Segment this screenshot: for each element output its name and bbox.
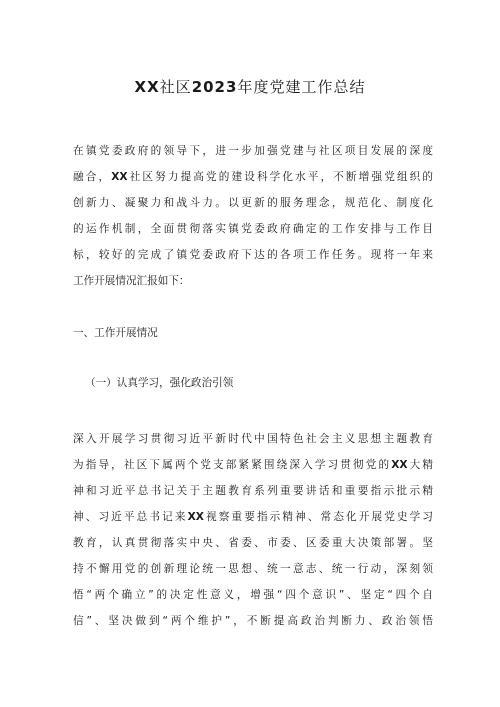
intro-line: 创新力、凝聚力和战斗力。以更新的服务理念，规范化、制度化: [73, 197, 433, 209]
intro-line: 融合，XX社区努力提高党的建设科学化水平，不断增强党组织的: [73, 171, 434, 183]
body-line: 教育，认真贯彻落实中央、省委、市委、区委重大决策部署。坚: [73, 537, 433, 549]
intro-line: 在镇党委政府的领导下，进一步加强党建与社区项目发展的深度: [73, 145, 433, 157]
body-line: 持不懈用党的创新理论统一思想、统一意志、统一行动，深刻领: [73, 563, 433, 575]
document-title: XX社区2023年度党建工作总结: [134, 78, 366, 96]
body-line: 为指导，社区下属两个党支部紧紧围绕深入学习贯彻党的XX大精: [73, 459, 434, 471]
intro-line: 标，较好的完成了镇党委政府下达的各项工作任务。现将一年来: [73, 249, 433, 261]
section-heading: 一、工作开展情况: [73, 327, 158, 339]
body-line: 信”、坚决做到“两个维护”，不断提高政治判断力、政治领悟: [73, 615, 433, 627]
body-line: 悟“两个确立”的决定性意义，增强“四个意识”、坚定“四个自: [73, 589, 433, 601]
body-line: 神和习近平总书记关于主题教育系列重要讲话和重要指示批示精: [73, 485, 433, 497]
subsection-heading: （一）认真学习，强化政治引领: [85, 377, 234, 389]
intro-line: 工作开展情况汇报如下：: [73, 275, 190, 287]
intro-line: 的运作机制，全面贯彻落实镇党委政府确定的工作安排与工作目: [73, 223, 433, 235]
intro-paragraph: [73, 138, 433, 294]
body-line: 神、习近平总书记来XX视察重要指示精神、常态化开展党史学习: [73, 511, 434, 523]
body-paragraph: [73, 426, 433, 634]
body-line: 深入开展学习贯彻习近平新时代中国特色社会主义思想主题教育: [73, 433, 433, 445]
